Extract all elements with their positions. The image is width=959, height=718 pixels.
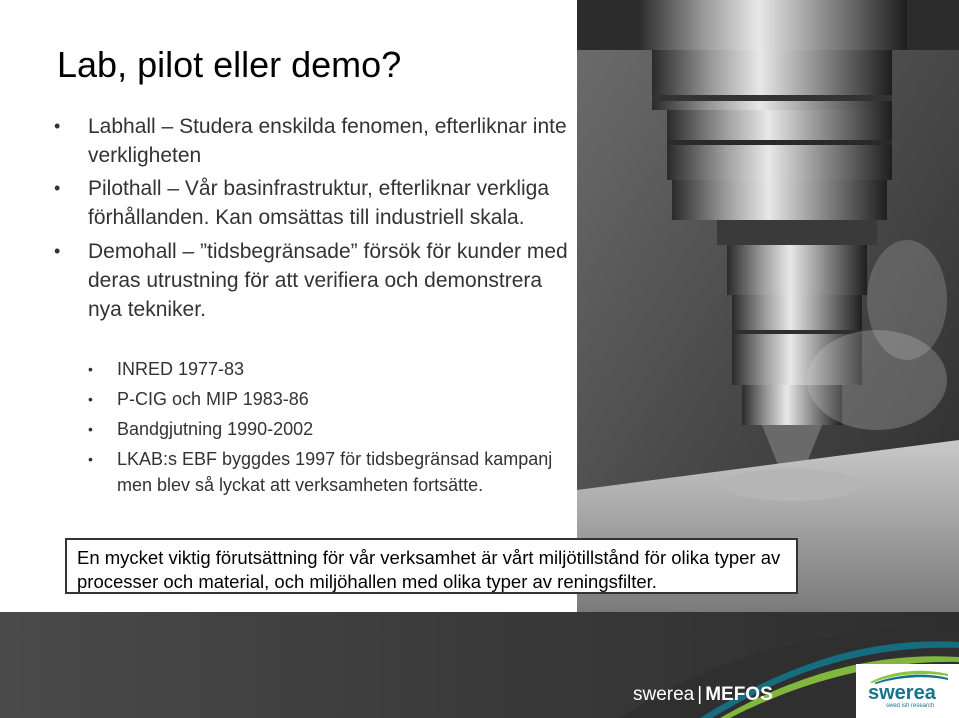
sub-bullet-bandgjutning: • Bandgjutning 1990-2002 (117, 416, 577, 442)
logo2-word: swerea (868, 682, 936, 704)
logo2-tagline: swed ish research (886, 703, 935, 709)
main-bullet-list (88, 112, 574, 330)
swerea-logo (864, 670, 952, 710)
sub-bullet-inred: • INRED 1977-83 (117, 356, 577, 382)
drill-photo (577, 0, 959, 612)
bullet-labhall: • Labhall – Studera enskilda fenomen, efterliknar inte verkligheten (88, 112, 574, 170)
sub-bullet-lkab: • LKAB:s EBF byggdes 1997 för tidsbegränsad kampanj men blev så lyckat att verksamheten fortsätte. (117, 446, 577, 498)
bullet-demohall: • Demohall – ”tidsbegränsade” försök för kunder med deras utrustning för att verifiera och demonstrera nya tekniker. (88, 237, 574, 324)
slide-title: Lab, pilot eller demo? (57, 44, 402, 85)
note-box: En mycket viktig förutsättning för vår verksamhet är vårt miljötillstånd för olika typer av processer och material, och miljöhallen med olika typer av reningsfilter. (65, 538, 798, 594)
logo-mefos-text: MEFOS (705, 684, 773, 705)
footer-band (0, 612, 959, 718)
logo-swerea-text: swerea (633, 684, 695, 705)
swerea-mefos-logo: swerea | MEFOS (633, 684, 773, 705)
sub-bullet-list (117, 356, 577, 502)
sub-bullet-pcig: • P-CIG och MIP 1983-86 (117, 386, 577, 412)
bullet-pilothall: • Pilothall – Vår basinfrastruktur, efterliknar verkliga förhållanden. Kan omsättas till industriell skala. (88, 174, 574, 232)
